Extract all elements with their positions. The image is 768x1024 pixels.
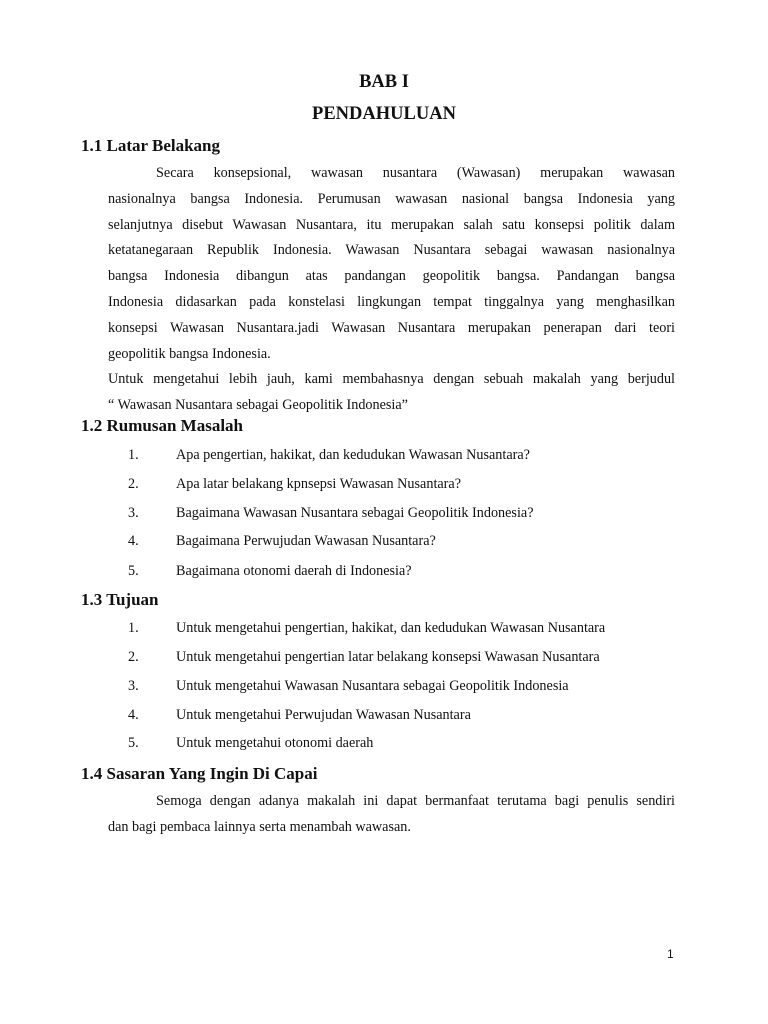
list-item-number: 3.	[128, 678, 139, 694]
paragraph-line: bangsa Indonesia dibangun atas pandangan geopolitik bangsa. Pandangan bangsa	[108, 268, 675, 285]
list-item-text: Untuk mengetahui pengertian, hakikat, dan kedudukan Wawasan Nusantara	[176, 620, 606, 636]
paragraph-line: geopolitik bangsa Indonesia.	[108, 345, 271, 362]
chapter-number: BAB I	[359, 72, 409, 92]
list-item-number: 3.	[128, 505, 139, 521]
paragraph-line: Semoga dengan adanya makalah ini dapat bermanfaat terutama bagi penulis sendiri	[156, 793, 675, 809]
list-item-number: 2.	[128, 649, 139, 665]
list-item-number: 5.	[128, 735, 139, 751]
list-item-number: 2.	[128, 476, 139, 492]
list-item-text: Untuk mengetahui Perwujudan Wawasan Nusantara	[176, 707, 471, 723]
section-heading-latar-belakang: 1.1 Latar Belakang	[81, 136, 221, 155]
paragraph-line: nasionalnya bangsa Indonesia. Perumusan wawasan nasional bangsa Indonesia yang	[108, 190, 675, 207]
list-item-text: Bagaimana otonomi daerah di Indonesia?	[176, 563, 412, 579]
paragraph-latar-belakang	[108, 161, 675, 419]
list-item-number: 5.	[128, 563, 139, 579]
paragraph-line: Secara konsepsional, wawasan nusantara (Wawasan) merupakan wawasan	[156, 165, 675, 181]
page-number: 1	[667, 947, 674, 961]
paragraph-line: selanjutnya disebut Wawasan Nusantara, itu merupakan salah satu konsepsi politik dalam	[108, 216, 675, 233]
list-item-number: 4.	[128, 533, 139, 549]
paragraph-line: ketatanegaraan Republik Indonesia. Wawasan Nusantara sebagai wawasan nasionalnya	[108, 242, 675, 259]
list-item-number: 4.	[128, 707, 139, 723]
section-heading-tujuan: 1.3 Tujuan	[81, 590, 159, 609]
list-item-text: Bagaimana Perwujudan Wawasan Nusantara?	[176, 533, 436, 549]
list-item-number: 1.	[128, 620, 139, 636]
paragraph-line: Untuk mengetahui lebih jauh, kami membahasnya dengan sebuah makalah yang berjudul	[108, 371, 675, 388]
list-item-text: Untuk mengetahui Wawasan Nusantara sebagai Geopolitik Indonesia	[176, 678, 569, 694]
list-item-text: Bagaimana Wawasan Nusantara sebagai Geopolitik Indonesia?	[176, 505, 534, 521]
paragraph-line: Indonesia didasarkan pada konstelasi lingkungan tempat tinggalnya yang menghasilkan	[108, 293, 675, 310]
list-item-text: Untuk mengetahui otonomi daerah	[176, 735, 374, 751]
paragraph-line: dan bagi pembaca lainnya serta menambah wawasan.	[108, 818, 411, 835]
list-item-number: 1.	[128, 447, 139, 463]
paragraph-sasaran	[108, 789, 675, 841]
list-item-text: Untuk mengetahui pengertian latar belakang konsepsi Wawasan Nusantara	[176, 649, 600, 665]
section-heading-rumusan-masalah: 1.2 Rumusan Masalah	[81, 416, 244, 435]
section-heading-sasaran: 1.4 Sasaran Yang Ingin Di Capai	[81, 764, 318, 783]
list-item-text: Apa latar belakang kpnsepsi Wawasan Nusantara?	[176, 476, 461, 492]
paragraph-line: “ Wawasan Nusantara sebagai Geopolitik Indonesia”	[108, 397, 408, 414]
chapter-title: PENDAHULUAN	[312, 104, 456, 124]
list-item-text: Apa pengertian, hakikat, dan kedudukan Wawasan Nusantara?	[176, 447, 530, 463]
paragraph-line: konsepsi Wawasan Nusantara.jadi Wawasan Nusantara merupakan penerapan dari teori	[108, 319, 675, 336]
